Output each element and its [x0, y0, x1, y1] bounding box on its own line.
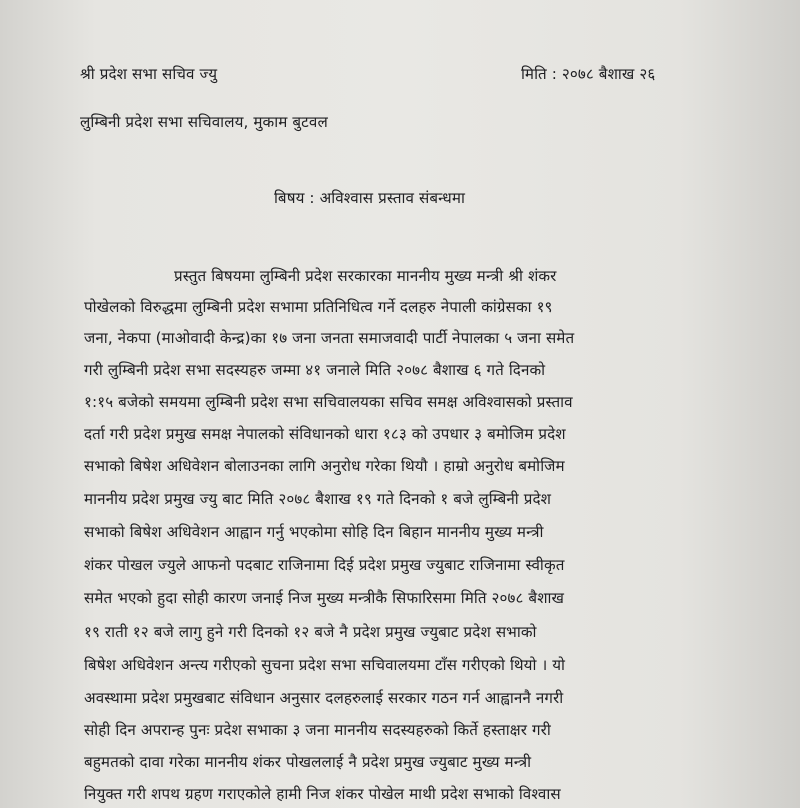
body-line: दर्ता गरी प्रदेश प्रमुख समक्ष नेपालको संविधानको धारा १८३ को उपधार ३ बमोजिम प्रदेश	[84, 425, 566, 443]
body-line: अवस्थामा प्रदेश प्रमुखबाट संविधान अनुसार दलहरुलाई सरकार गठन गर्न आह्वाननै नगरी	[84, 689, 564, 707]
body-line: शंकर पोखल ज्युले आफनो पदबाट राजिनामा दिई प्रदेश प्रमुख ज्युबाट राजिनामा स्वीकृत	[84, 556, 565, 574]
body-line: सोही दिन अपरान्ह पुनः प्रदेश सभाका ३ जना माननीय सदस्यहरुको किर्ते हस्ताक्षर गरी	[84, 721, 551, 739]
letter-addressee: श्री प्रदेश सभा सचिव ज्यु	[80, 65, 218, 83]
body-line: १९ राती १२ बजे लागु हुने गरी दिनको १२ बजे नै प्रदेश प्रमुख ज्युबाट प्रदेश सभाको	[84, 623, 537, 641]
letter-subject: बिषय : अविश्वास प्रस्ताव संबन्धमा	[274, 189, 465, 207]
body-line: माननीय प्रदेश प्रमुख ज्यु बाट मिति २०७८ बैशाख १९ गते दिनको १ बजे लुम्बिनी प्रदेश	[84, 490, 552, 508]
body-line: पोखेलको विरुद्धमा लुम्बिनी प्रदेश सभामा प्रतिनिधित्व गर्ने दलहरु नेपाली कांग्रेसका १९	[84, 298, 553, 316]
body-line: १:१५ बजेको समयमा लुम्बिनी प्रदेश सभा सचिवालयका सचिव समक्ष अविश्वासको प्रस्ताव	[84, 393, 573, 411]
body-line: गरी लुम्बिनी प्रदेश सभा सदस्यहरु जम्मा ४१ जनाले मिति २०७८ बैशाख ६ गते दिनको	[84, 361, 546, 379]
body-line: बिषेश अधिवेशन अन्त्य गरीएको सुचना प्रदेश सभा सचिवालयमा टाँस गरीएको थियो । यो	[84, 656, 566, 674]
body-line: जना, नेकपा (माओवादी केन्द्र)का १७ जना जनता समाजवादी पार्टी नेपालका ५ जना समेत	[84, 329, 575, 347]
body-line: सभाको बिषेश अधिवेशन बोलाउनका लागि अनुरोध गरेका थियौ । हाम्रो अनुरोध बमोजिम	[84, 457, 565, 475]
body-line: प्रस्तुत बिषयमा लुम्बिनी प्रदेश सरकारका माननीय मुख्य मन्त्री श्री शंकर	[174, 267, 557, 285]
letter-office-address: लुम्बिनी प्रदेश सभा सचिवालय, मुकाम बुटवल	[80, 113, 328, 131]
body-line: समेत भएको हुदा सोही कारण जनाई निज मुख्य मन्त्रीकै सिफारिसमा मिति २०७८ बैशाख	[84, 589, 565, 607]
body-line: बहुमतको दावा गरेका माननीय शंकर पोखललाई नै प्रदेश प्रमुख ज्युबाट मुख्य मन्त्री	[84, 753, 532, 771]
body-line: सभाको बिषेश अधिवेशन आह्वान गर्नु भएकोमा सोहि दिन बिहान माननीय मुख्य मन्त्री	[84, 523, 544, 541]
letter-date: मिति : २०७८ बैशाख २६	[521, 65, 656, 83]
body-line: नियुक्त गरी शपथ ग्रहण गराएकोले हामी निज शंकर पोखेल माथी प्रदेश सभाको विश्वास	[84, 785, 561, 803]
